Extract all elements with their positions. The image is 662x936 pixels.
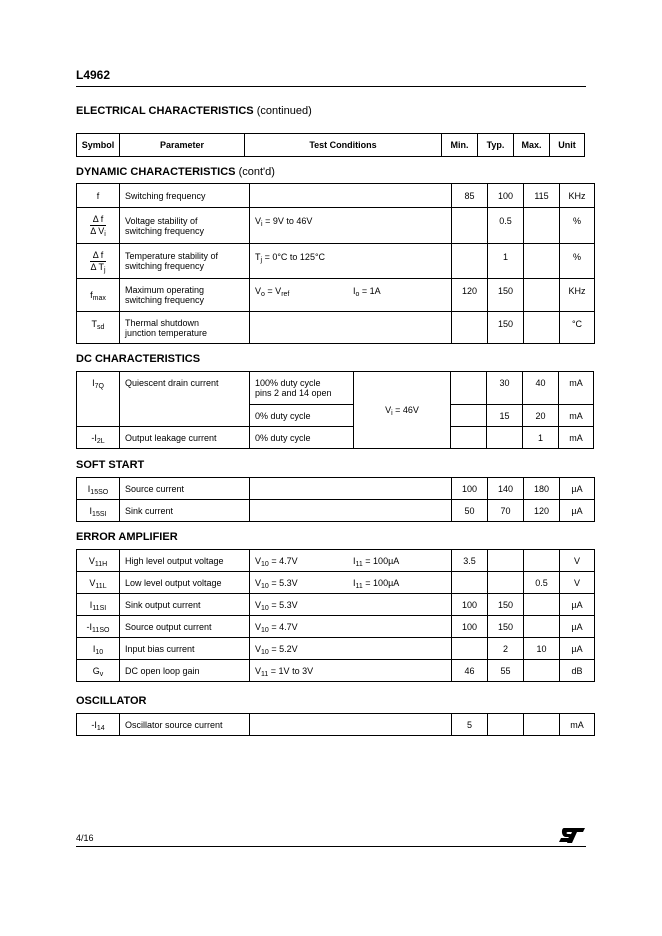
group-title-soft-start: SOFT START	[76, 459, 145, 471]
footer-rule	[76, 846, 586, 847]
table-row: $-I_{11SO}$ Source output current $V_{10} = 4.7V$ 100 150 µA	[77, 616, 595, 638]
header-rule	[76, 86, 586, 87]
group-title-dynamic: DYNAMIC CHARACTERISTICS (cont'd)	[76, 166, 275, 178]
col-typ: Typ.	[478, 134, 514, 157]
table-row: $I_{15SI}$ Sink current 50 70 120 µA	[77, 500, 595, 522]
col-max: Max.	[514, 134, 550, 157]
section-title-rest: (continued)	[256, 105, 312, 117]
table-row: $-I_{14}$ Oscillator source current 5 mA	[77, 714, 595, 736]
group-title-error-amplifier: ERROR AMPLIFIER	[76, 531, 178, 543]
error-amplifier-table	[76, 549, 595, 682]
table-row: $I_{15SO}$ Source current 100 140 180 µA	[77, 478, 595, 500]
table-row: $-I_{2L}$ Output leakage current 0% duty cycle 1 mA	[77, 427, 594, 449]
col-unit: Unit	[550, 134, 585, 157]
col-symbol: Symbol	[77, 134, 120, 157]
symbol-fraction: $\frac{\text{Δ f}}{\Delta T_j}$	[90, 249, 106, 274]
dc-table	[76, 371, 594, 449]
group-title-oscillator: OSCILLATOR	[76, 695, 147, 707]
section-title-bold: ELECTRICAL CHARACTERISTICS	[76, 105, 254, 117]
table-row: $I_{10}$ Input bias current $V_{10} = 5.2V$ 2 10 µA	[77, 638, 595, 660]
st-logo-icon	[558, 826, 586, 844]
soft-start-table	[76, 477, 595, 522]
table-row: $\frac{\text{Δ f}}{\Delta T_j}$ Temperature stability of switching frequency $T_j = 0^\circ C$ to 125°C 1 %	[77, 244, 595, 279]
page-number: 4/16	[76, 833, 94, 843]
dynamic-table	[76, 183, 595, 344]
table-row: $V_{11H}$ High level output voltage $V_{10} = 4.7V$ $I_{11} = 100\mu A$ 3.5 V	[77, 550, 595, 572]
symbol-fraction: $\frac{\text{Δ f}}{\Delta V_i}$	[90, 214, 106, 238]
table-row: 0% duty cycle 15 20 mA	[77, 405, 594, 427]
col-parameter: Parameter	[120, 134, 245, 157]
table-row: f Switching frequency 85 100 115 KHz	[77, 184, 595, 208]
table-row: $\frac{\text{Δ f}}{\Delta V_i}$ Voltage stability of switching frequency $V_i = 9V$ to 46V 0.5 %	[77, 208, 595, 244]
table-row: $G_v$ DC open loop gain $V_{11} = 1V$ to 3V 46 55 dB	[77, 660, 595, 682]
section-title	[76, 105, 312, 117]
table-row: $I_{11SI}$ Sink output current $V_{10} = 5.3V$ 100 150 µA	[77, 594, 595, 616]
oscillator-table	[76, 713, 595, 736]
document-title: L4962	[76, 68, 111, 82]
table-row: $T_{sd}$ Thermal shutdown junction temperature 150 °C	[77, 312, 595, 344]
table-row: $V_{11L}$ Low level output voltage $V_{10} = 5.3V$ $I_{11} = 100\mu A$ 0.5 V	[77, 572, 595, 594]
table-row: $I_{7Q}$ Quiescent drain current 100% duty cycle pins 2 and 14 open $V_i = 46V$ 30 40 mA	[77, 372, 594, 405]
group-title-dc: DC CHARACTERISTICS	[76, 353, 201, 365]
header-table	[76, 133, 585, 157]
col-conditions: Test Conditions	[245, 134, 442, 157]
table-row: $f_{max}$ Maximum operating switching frequency $V_o = V_{ref}$ $I_o = 1A$ 120 150 KHz	[77, 279, 595, 312]
col-min: Min.	[442, 134, 478, 157]
